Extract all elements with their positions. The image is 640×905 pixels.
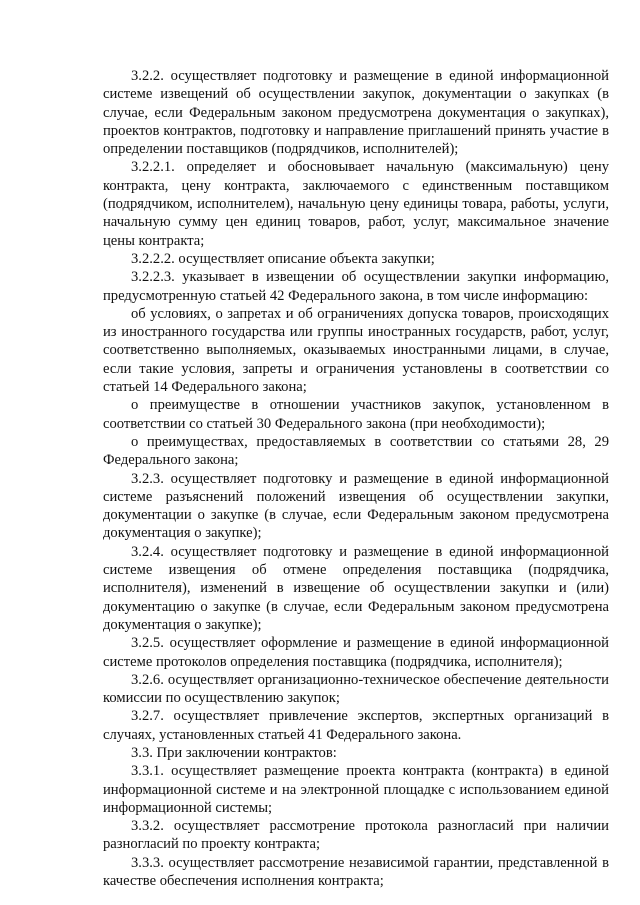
- paragraph-3-2-3: 3.2.3. осуществляет подготовку и размещение в единой информационной системе разъяснений положений извещения об осуществлении закупки, документации о закупке (в случае, если Федеральным законом предусмотрена документация о закупке);: [103, 470, 609, 542]
- paragraph-3-2-7: 3.2.7. осуществляет привлечение экспертов, экспертных организаций в случаях, установленных статьей 41 Федерального закона.: [103, 708, 609, 743]
- paragraph-3-2-5: 3.2.5. осуществляет оформление и размещение в единой информационной системе протоколов определения поставщика (подрядчика, исполнителя);: [103, 635, 609, 670]
- paragraph-3-2-2: 3.2.2. осуществляет подготовку и размещение в единой информационной системе извещений об осуществлении закупок, документации о закупках (в случае, если Федеральным законом предусмотрена документация о закупках), проектов контрактов, подготовку и направление приглашений принять участие в определении поставщиков (подрядчиков, исполнителей);: [103, 68, 609, 158]
- paragraph-3-3-2: 3.3.2. осуществляет рассмотрение протокола разногласий при наличии разногласий по проекту контракта;: [103, 818, 609, 853]
- paragraph-advantages-articles-28-29: о преимуществах, предоставляемых в соответствии со статьями 28, 29 Федерального закона;: [103, 433, 609, 469]
- paragraph-3-2-2-1: 3.2.2.1. определяет и обосновывает начальную (максимальную) цену контракта, цену контракта, заключаемого с единственным поставщиком (подрядчиком, исполнителем), начальную цену единицы товара, работы, услуги, начальную сумму цен единиц товаров, работ, услуг, максимальное значение цены контракта;: [103, 159, 609, 249]
- document-body: [103, 67, 609, 890]
- paragraph-3-3: 3.3. При заключении контрактов:: [131, 744, 337, 761]
- paragraph-3-2-4: 3.2.4. осуществляет подготовку и размещение в единой информационной системе извещения об отмене определения поставщика (подрядчика, исполнителя), изменений в извещение об осуществлении закупки и (или) документацию о закупке (в случае, если Федеральным законом предусмотрена документация о закупке);: [103, 543, 609, 633]
- paragraph-3-3-1: 3.3.1. осуществляет размещение проекта контракта (контракта) в единой информационной системе и на электронной площадке с использованием единой информационной системы;: [103, 763, 609, 816]
- paragraph-conditions-restrictions: об условиях, о запретах и об ограничениях допуска товаров, происходящих из иностранного государства или группы иностранных государств, работ, услуг, соответственно выполняемых, оказываемых иностранными лицами, в случае, если такие условия, запреты и ограничения установлены в соответствии со статьей 14 Федерального закона;: [103, 305, 609, 396]
- paragraph-3-2-2-3: 3.2.2.3. указывает в извещении об осуществлении закупки информацию, предусмотренную статьей 42 Федерального закона, в том числе информацию:: [103, 269, 609, 304]
- paragraph-advantage-article-30: о преимуществе в отношении участников закупок, установленном в соответствии со статьей 30 Федерального закона (при необходимости);: [103, 397, 609, 432]
- paragraph-3-3-3: 3.3.3. осуществляет рассмотрение независимой гарантии, представленной в качестве обеспечения исполнения контракта;: [103, 854, 609, 890]
- paragraph-3-2-6: 3.2.6. осуществляет организационно-техническое обеспечение деятельности комиссии по осуществлению закупок;: [103, 671, 609, 707]
- paragraph-3-2-2-2: 3.2.2.2. осуществляет описание объекта закупки;: [131, 250, 435, 267]
